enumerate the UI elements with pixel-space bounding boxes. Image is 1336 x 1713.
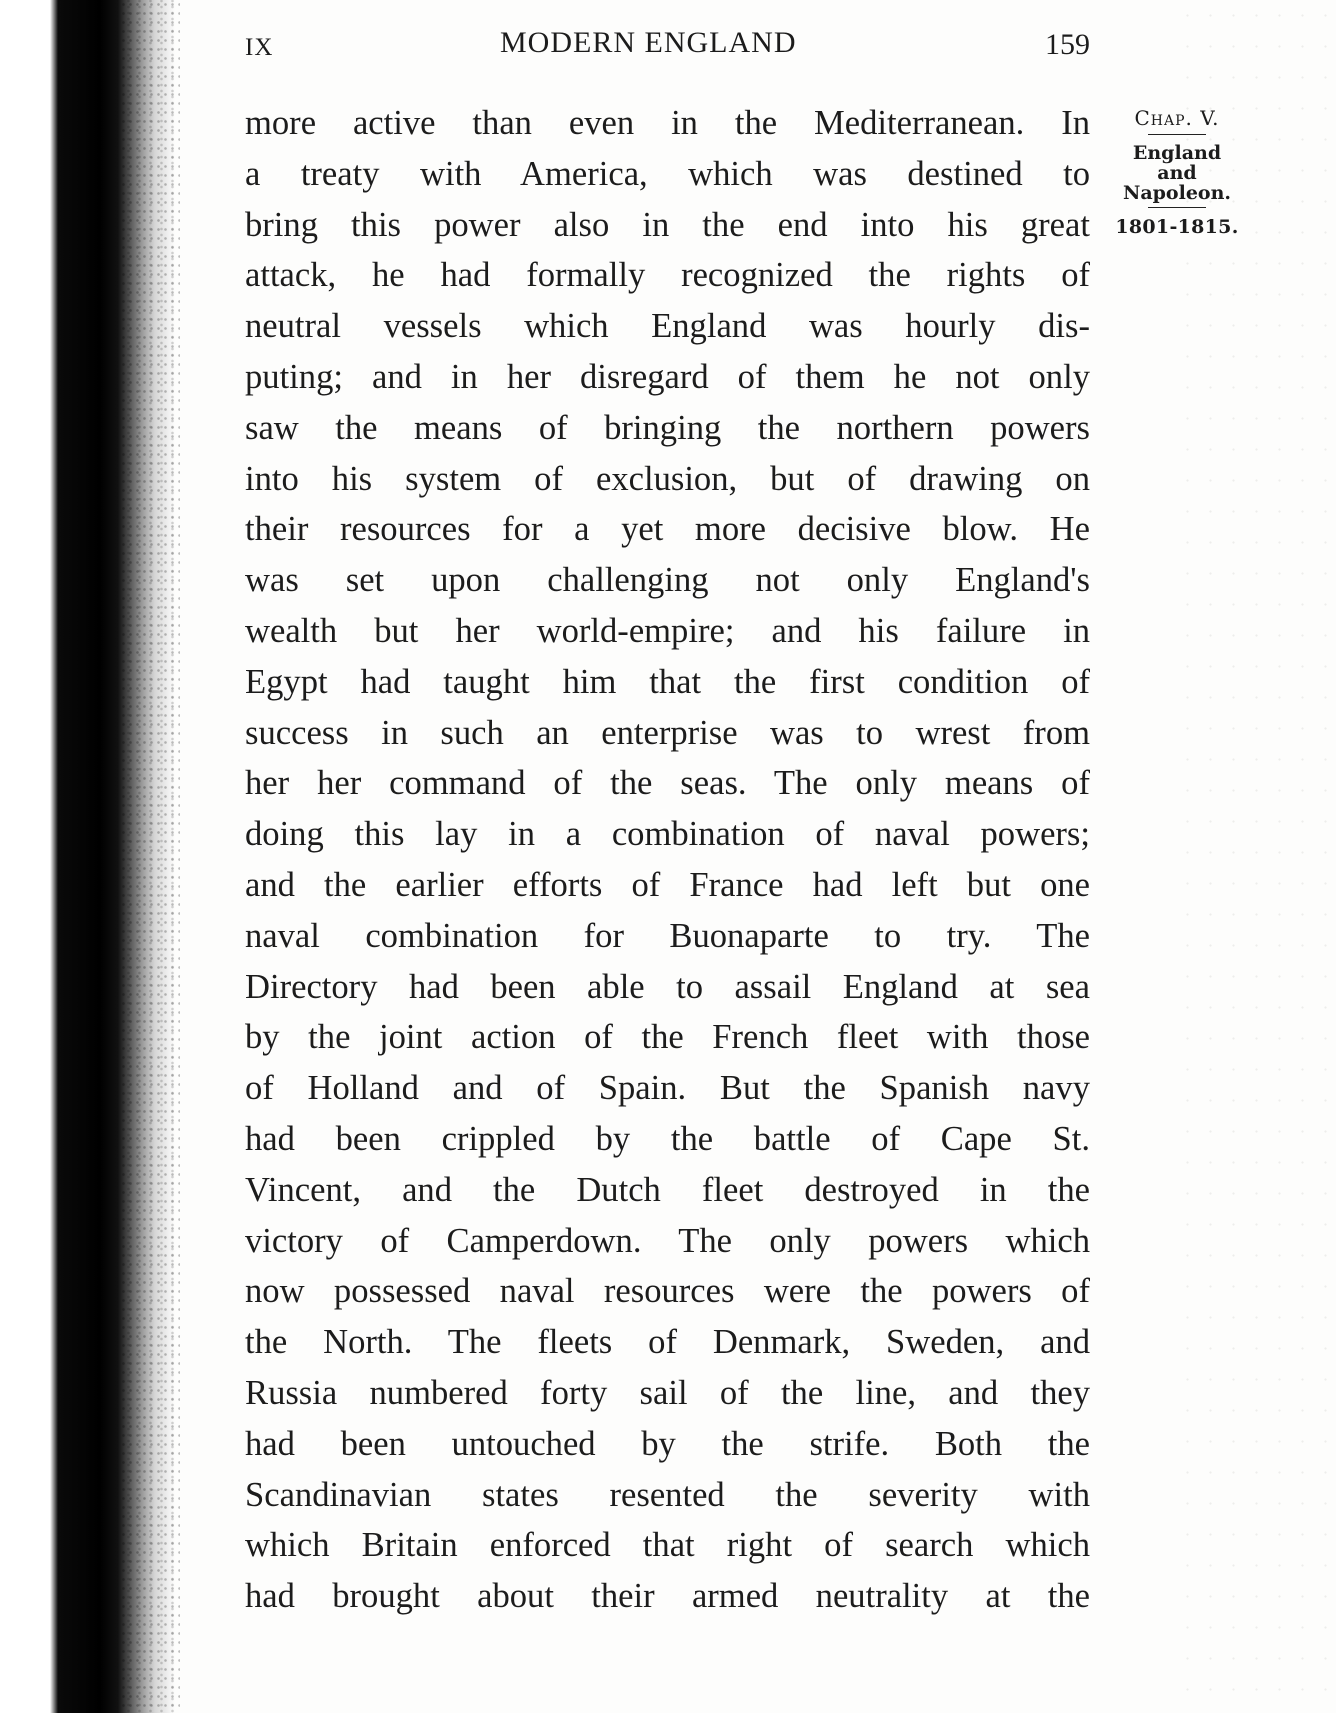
text-line: the North. The fleets of Denmark, Sweden, and [245,1323,1090,1362]
running-head-title: MODERN ENGLAND [500,26,797,59]
text-line: now possessed naval resources were the powers of [245,1272,1090,1311]
text-line: a treaty with America, which was destined to [245,154,1090,193]
text-line: had been crippled by the battle of Cape St. [245,1119,1090,1158]
text-line: and the earlier efforts of France had left but one [245,865,1090,904]
text-line: victory of Camperdown. The only powers which [245,1221,1090,1260]
text-line: into his system of exclusion, but of drawing on [245,459,1090,498]
text-line: had been untouched by the strife. Both the [245,1424,1090,1463]
text-line: their resources for a yet more decisive blow. He [245,510,1090,549]
text-line: more active than even in the Mediterranean. In [245,104,1090,142]
running-head-chapter: IX [245,34,274,61]
margin-note-topic-line: England [1132,142,1222,164]
running-head [245,24,1090,68]
text-line: by the joint action of the French fleet with those [245,1018,1090,1057]
text-line: naval combination for Buonaparte to try. The [245,916,1090,955]
text-line: her her command of the seas. The only means of [245,764,1090,803]
margin-note-rule [1148,134,1206,135]
text-line: bring this power also in the end into his great [245,205,1090,244]
text-line: attack, he had formally recognized the rights of [245,256,1090,295]
body-text [245,98,1090,1622]
scan-dust [1176,0,1336,1713]
margin-note-dates: 1801-1815. [1115,216,1239,238]
text-line: Scandinavian states resented the severity with [245,1475,1090,1514]
margin-note [1112,104,1242,240]
scan-speckle [120,0,180,1713]
margin-note-topic-line: Napoleon. [1122,182,1232,204]
page-number: 159 [1045,28,1090,61]
text-line: wealth but her world-empire; and his failure in [245,611,1090,650]
text-line: of Holland and of Spain. But the Spanish navy [245,1069,1090,1108]
text-line: Vincent, and the Dutch fleet destroyed in the [245,1170,1090,1209]
text-line: puting; and in her disregard of them he not only [245,357,1090,396]
text-line: Egypt had taught him that the first condition of [245,662,1090,701]
text-line: had brought about their armed neutrality at the [245,1577,1090,1616]
text-line: neutral vessels which England was hourly dis- [245,307,1090,346]
text-line: saw the means of bringing the northern powers [245,408,1090,447]
margin-note-rule [1148,207,1206,208]
margin-note-chapter: Chap. V. [1134,106,1220,130]
text-line: doing this lay in a combination of naval powers; [245,815,1090,854]
text-line: Directory had been able to assail England at sea [245,967,1090,1006]
text-line: Russia numbered forty sail of the line, and they [245,1373,1090,1412]
text-line: success in such an enterprise was to wrest from [245,713,1090,752]
text-line: was set upon challenging not only England's [245,561,1090,600]
text-line: which Britain enforced that right of search which [245,1526,1090,1565]
margin-note-topic-line: and [1157,162,1197,184]
